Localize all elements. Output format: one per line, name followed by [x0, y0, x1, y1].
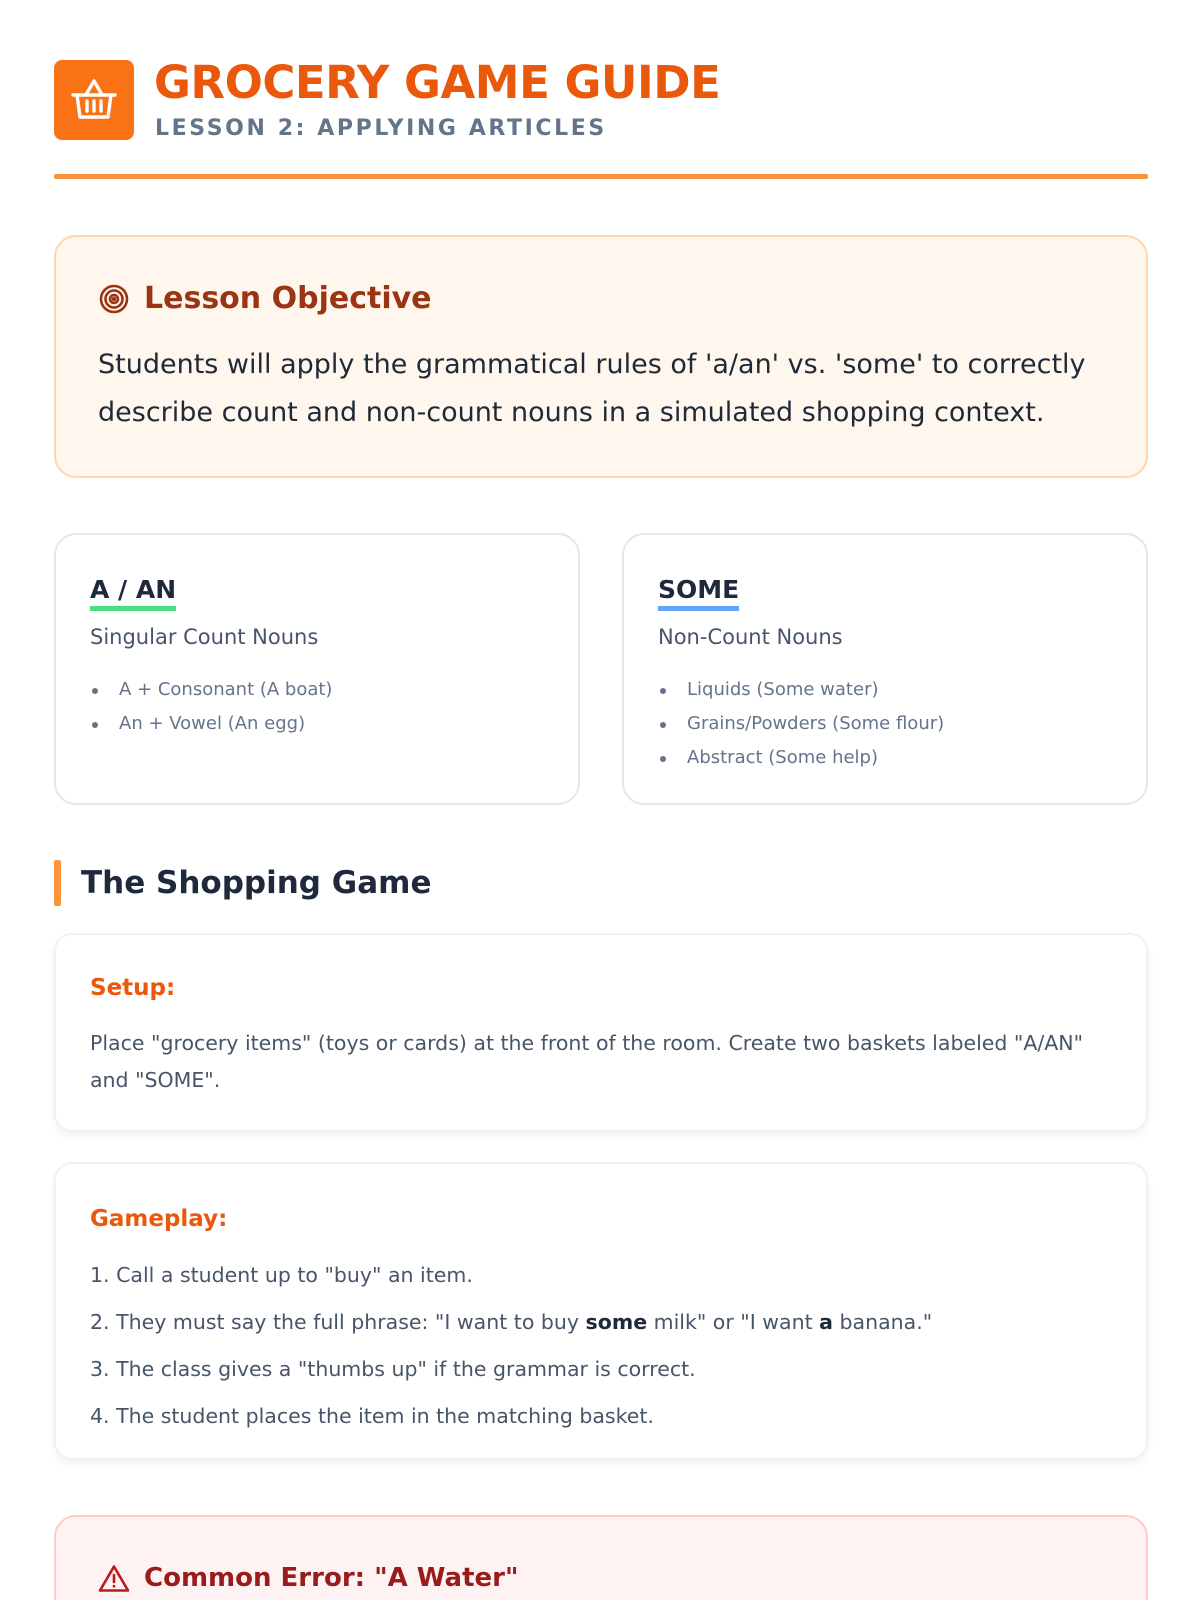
- shopping-basket-icon: [70, 78, 118, 122]
- section-title: The Shopping Game: [81, 865, 432, 901]
- objective-title: Lesson Objective: [144, 281, 432, 316]
- list-item: A + Consonant (A boat): [90, 673, 332, 707]
- list-item: Liquids (Some water): [658, 673, 944, 707]
- rule-list: [658, 673, 944, 775]
- rule-list: [90, 673, 332, 741]
- gameplay-step: 1. Call a student up to "buy" an item.: [90, 1263, 473, 1287]
- rule-subtitle: Non-Count Nouns: [658, 625, 843, 649]
- rule-card-some: [622, 533, 1148, 805]
- objective-text: Students will apply the grammatical rules of 'a/an' vs. 'some' to correctly describe count and non-count nouns in a simulated shopping context.: [98, 349, 1086, 428]
- gameplay-label: Gameplay:: [90, 1206, 228, 1232]
- list-item: Grains/Powders (Some flour): [658, 707, 944, 741]
- setup-card: [54, 933, 1148, 1132]
- common-error-card: [54, 1515, 1148, 1600]
- list-item: An + Vowel (An egg): [90, 707, 332, 741]
- rule-subtitle: Singular Count Nouns: [90, 625, 319, 649]
- gameplay-step: 4. The student places the item in the matching basket.: [90, 1404, 654, 1428]
- gameplay-card: [54, 1162, 1148, 1460]
- page-title: GROCERY GAME GUIDE: [154, 56, 721, 109]
- setup-label: Setup:: [90, 975, 176, 1001]
- gameplay-steps: [90, 1252, 932, 1440]
- rule-title: A / AN: [90, 575, 176, 611]
- section-heading: [54, 860, 431, 906]
- page-subtitle: LESSON 2: APPLYING ARTICLES: [155, 116, 607, 141]
- target-icon: [98, 283, 130, 315]
- logo: [54, 60, 134, 140]
- lesson-objective-card: [54, 235, 1148, 478]
- list-item: Abstract (Some help): [658, 741, 944, 775]
- warning-triangle-icon: [98, 1564, 130, 1593]
- error-title: Common Error: "A Water": [144, 1563, 519, 1593]
- header-divider: [54, 174, 1148, 179]
- setup-text: Place "grocery items" (toys or cards) at the front of the room. Create two baskets labeled "A/AN" and "SOME".: [90, 1031, 1084, 1092]
- page-header: [54, 56, 1148, 180]
- gameplay-step: 2. They must say the full phrase: "I want to buy some milk" or "I want a banana.": [90, 1310, 933, 1334]
- gameplay-step: 3. The class gives a "thumbs up" if the grammar is correct.: [90, 1357, 696, 1381]
- rule-card-a-an: [54, 533, 580, 805]
- rule-title: SOME: [658, 575, 739, 611]
- section-accent-bar: [54, 860, 61, 906]
